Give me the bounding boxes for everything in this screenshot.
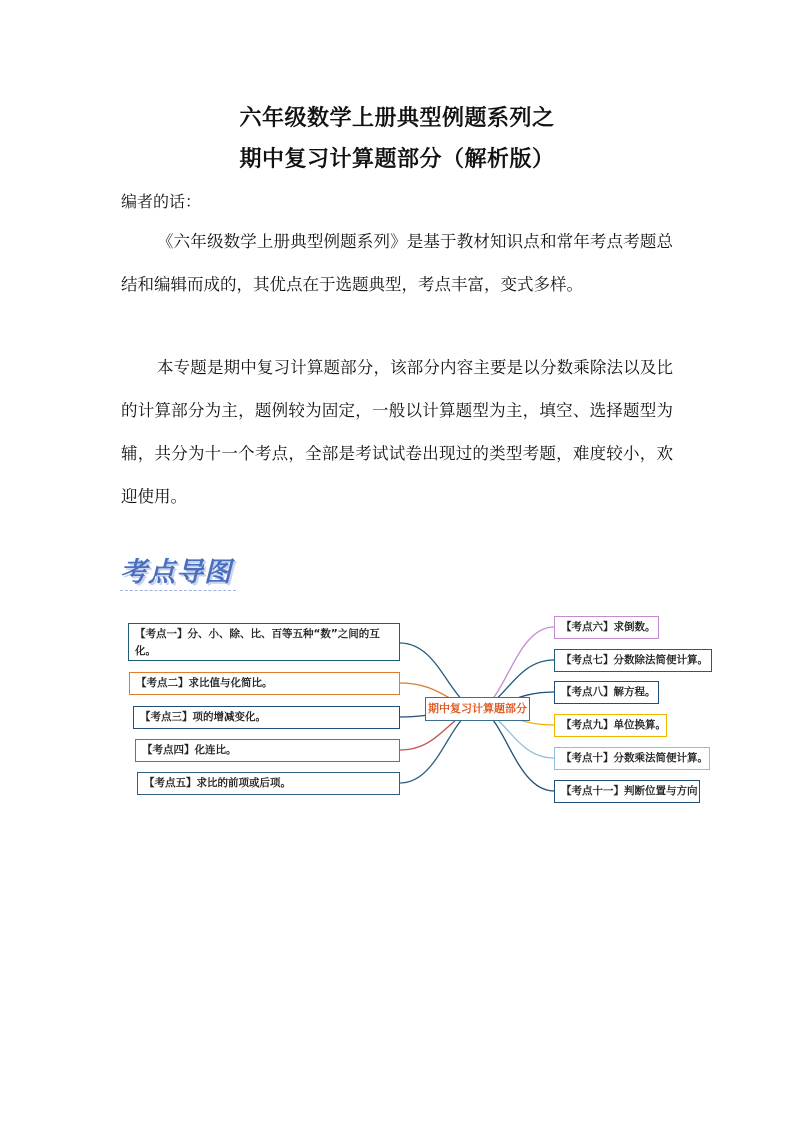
- mindmap-node-left-1: [128, 623, 400, 661]
- node-label: 【考点二】求比值与化简比。: [136, 677, 273, 689]
- node-label: 【考点三】项的增减变化。: [140, 711, 266, 723]
- node-label: 【考点八】解方程。: [561, 686, 656, 698]
- connector-right-6: [478, 709, 554, 791]
- mindmap-node-right-1: [554, 616, 659, 639]
- mindmap-node-right-4: [554, 714, 667, 737]
- mindmap-node-right-5: [554, 747, 710, 770]
- node-label: 【考点九】单位换算。: [561, 719, 666, 731]
- mindmap-center-node: 期中复习计算题部分: [425, 697, 530, 721]
- editor-note-heading: 编者的话：: [121, 192, 202, 211]
- mindmap-node-right-3: [554, 681, 659, 704]
- mindmap-node-left-5: [137, 772, 400, 795]
- node-label: 【考点四】化连比。: [142, 744, 237, 756]
- editor-paragraph-1: 《六年级数学上册典型例题系列》是基于教材知识点和常年考点考题总结和编辑而成的，其优点在于选题典型，考点丰富，变式多样。: [121, 232, 673, 294]
- editor-paragraph-2: 本专题是期中复习计算题部分，该部分内容主要是以分数乘除法以及比的计算部分为主，题例较为固定，一般以计算题型为主，填空、选择题型为辅，共分为十一个考点，全部是考试试卷出现过的类型考题，难度较小，欢迎使用。: [121, 358, 673, 506]
- node-label: 【考点六】求倒数。: [561, 621, 656, 633]
- node-label: 【考点十一】判断位置与方向: [561, 785, 698, 797]
- mindmap-node-right-2: [554, 649, 712, 672]
- mindmap-node-left-2: [129, 672, 400, 695]
- node-label: 【考点七】分数除法简便计算。: [561, 654, 708, 666]
- mindmap-node-left-4: [135, 739, 400, 762]
- node-label: 【考点一】分、小、除、比、百等五种“数”之间的互化。: [135, 628, 380, 657]
- mindmap-node-left-3: [133, 706, 400, 729]
- mindmap-node-right-6: [554, 780, 700, 803]
- document-title-line-2: 期中复习计算题部分（解析版）: [239, 147, 555, 172]
- document-title-line-1: 六年级数学上册典型例题系列之: [239, 106, 555, 131]
- node-label: 【考点五】求比的前项或后项。: [144, 777, 291, 789]
- node-label: 【考点十】分数乘法简便计算。: [561, 752, 708, 764]
- section-heading: 考点导图: [120, 556, 236, 591]
